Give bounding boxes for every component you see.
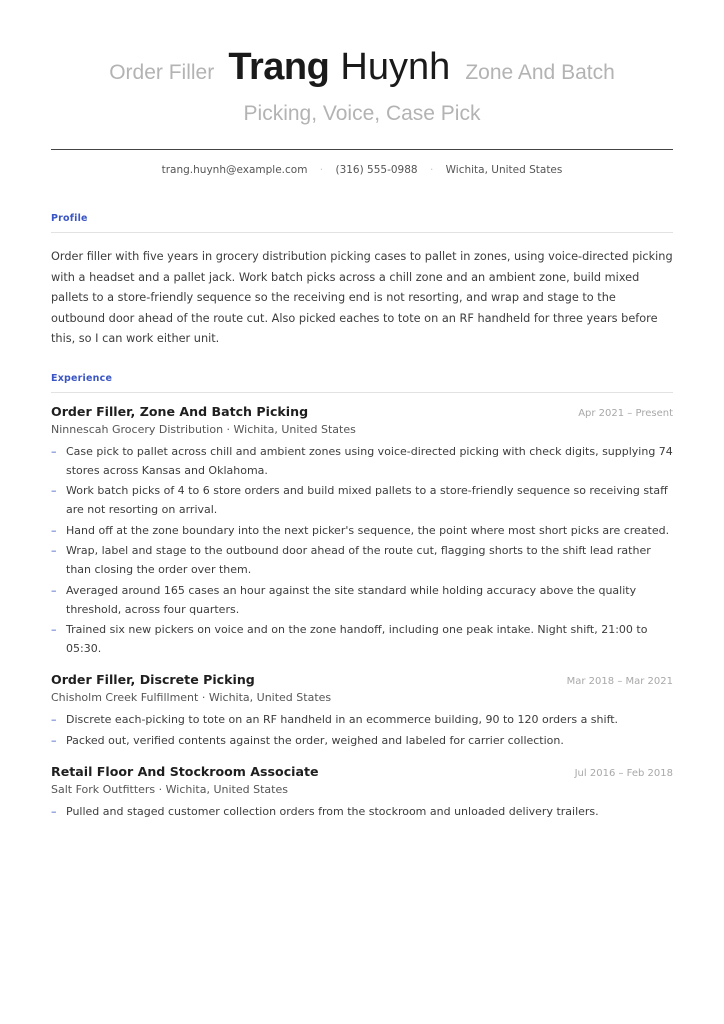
job-bullet [51, 481, 673, 519]
job-dates: Mar 2018 – Mar 2021 [566, 676, 673, 687]
job-bullets [51, 802, 673, 821]
job-bullets [51, 442, 673, 659]
job-entry [51, 764, 673, 821]
bullet-text: Averaged around 165 cases an hour against the site standard while holding accuracy above the quality threshold, across four quarters. [66, 583, 637, 616]
job-header [51, 672, 673, 687]
contact-line [51, 164, 673, 176]
job-title-prefix: Order Filler [109, 61, 215, 84]
bullet-text: Pulled and staged customer collection orders from the stockroom and unloaded delivery trailers. [66, 804, 599, 818]
job-title: Retail Floor And Stockroom Associate [51, 763, 319, 779]
bullet-text: Trained six new pickers on voice and on the zone handoff, including one peak intake. Night shift, 21:00 to 05:30. [66, 623, 648, 655]
bullet-dash: – [51, 733, 57, 747]
last-name: Huynh [340, 46, 451, 88]
profile-section [51, 213, 673, 350]
job-entry [51, 404, 673, 659]
section-heading-profile: Profile [51, 213, 88, 224]
bullet-dash: – [51, 484, 57, 497]
job-bullet [51, 541, 673, 579]
job-header [51, 404, 673, 419]
contact-separator: · [429, 164, 434, 176]
bullet-dash: – [51, 804, 57, 818]
job-title-continued: Picking, Voice, Case Pick [243, 102, 481, 125]
job-dates: Apr 2021 – Present [578, 407, 673, 419]
job-bullets [51, 710, 673, 750]
bullet-text: Wrap, label and stage to the outbound door ahead of the route cut, flagging shorts to the shift lead rather than closing the order over them. [66, 544, 651, 576]
job-bullet [51, 802, 673, 821]
name-title-line [51, 46, 673, 95]
first-name: Trang [228, 46, 330, 88]
job-dates: Jul 2016 – Feb 2018 [574, 767, 673, 779]
job-bullet [51, 521, 673, 540]
job-bullet [51, 581, 673, 619]
bullet-dash: – [51, 544, 57, 557]
job-title: Order Filler, Discrete Picking [51, 672, 255, 687]
bullet-text: Packed out, verified contents against the order, weighed and labeled for carrier collection. [66, 733, 564, 747]
email[interactable]: trang.huynh@example.com [161, 164, 308, 176]
job-bullet [51, 442, 673, 480]
bullet-dash: – [51, 523, 57, 537]
job-entry [51, 672, 673, 750]
section-divider [51, 392, 673, 393]
bullet-text: Work batch picks of 4 to 6 store orders and build mixed pallets to a store-friendly sequence so receiving staff are not resorting on arrival. [66, 484, 668, 516]
job-bullet [51, 710, 673, 729]
location: Wichita, United States [445, 164, 563, 176]
bullet-dash: – [51, 583, 57, 597]
job-company: Chisholm Creek Fulfillment · Wichita, United States [51, 691, 332, 704]
bullet-text: Case pick to pallet across chill and ambient zones using voice-directed picking with check digits, supplying 74 stores across Kansas and Oklahoma. [66, 444, 673, 477]
bullet-text: Hand off at the zone boundary into the next picker's sequence, the point where most short picks are created. [66, 523, 670, 537]
resume-header [51, 0, 673, 129]
job-bullet [51, 620, 673, 658]
job-company: Salt Fork Outfitters · Wichita, United States [51, 782, 288, 796]
header-divider [51, 149, 673, 150]
bullet-dash: – [51, 713, 57, 726]
bullet-dash: – [51, 444, 57, 458]
contact-separator: · [319, 164, 324, 176]
job-bullet [51, 731, 673, 750]
section-heading-experience: Experience [51, 372, 113, 384]
job-header [51, 764, 673, 779]
job-title: Order Filler, Zone And Batch Picking [51, 403, 309, 419]
job-company: Ninnescah Grocery Distribution · Wichita, United States [51, 422, 356, 436]
experience-section [51, 373, 673, 821]
profile-summary: Order filler with five years in grocery distribution picking cases to pallet in zones, using voice-directed picking with a headset and a pallet jack. Work batch picks across a chill zone and an ambient zone, build mixed pallets to a store-friendly sequence so the receiving end is not resorting, and wrap and stage to the outbound door ahead of the route cut. Also picked eaches to tote on an RF handheld for three years before this, so I can work either unit. [51, 250, 673, 345]
section-divider [51, 232, 673, 233]
bullet-text: Discrete each-picking to tote on an RF handheld in an ecommerce building, 90 to 120 orders a shift. [66, 713, 619, 726]
phone[interactable]: (316) 555-0988 [335, 164, 418, 176]
bullet-dash: – [51, 623, 57, 636]
job-title-suffix: Zone And Batch [465, 61, 615, 84]
